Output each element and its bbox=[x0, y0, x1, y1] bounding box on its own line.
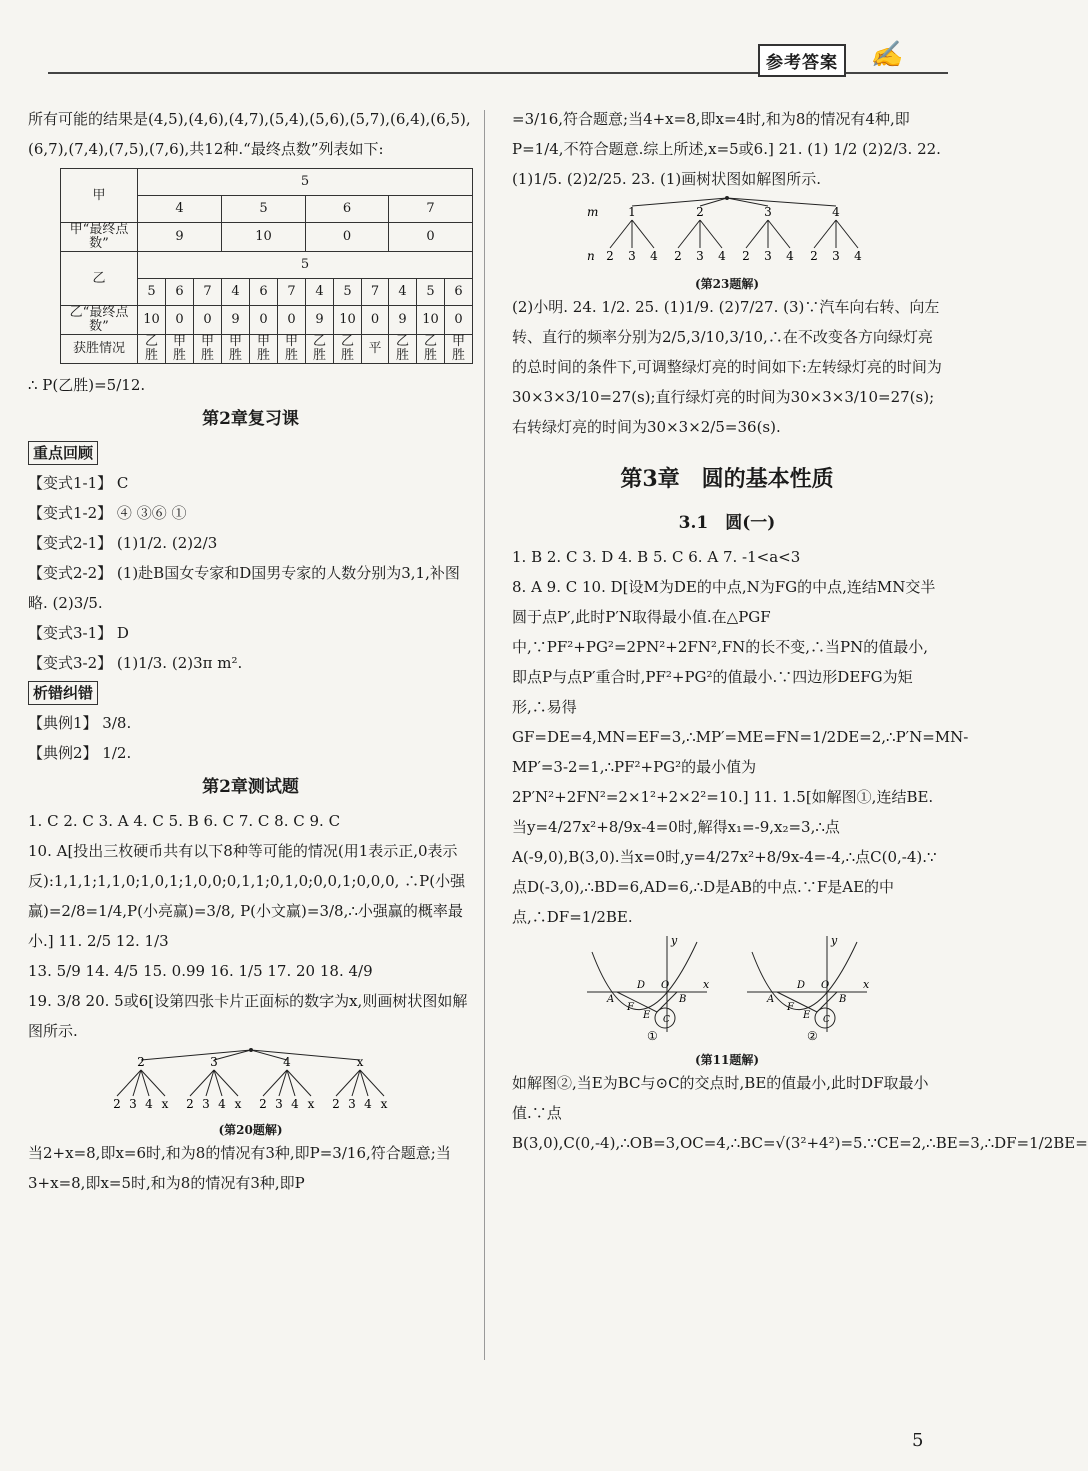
yi-final-label: 乙“最终点数” bbox=[61, 306, 138, 335]
label-c: C bbox=[663, 1015, 670, 1025]
win-cell: 甲胜 bbox=[445, 335, 473, 364]
yi-final: 0 bbox=[250, 306, 278, 335]
jia-final: 10 bbox=[222, 223, 306, 252]
tree-diagram-23 bbox=[577, 194, 877, 266]
figure-number: ② bbox=[807, 1029, 818, 1043]
variant-1-1: 【变式1-1】 C bbox=[28, 474, 129, 492]
label-a: A bbox=[767, 994, 775, 1005]
tree-node-bottom: 3 bbox=[832, 249, 840, 263]
win-cell: 平 bbox=[362, 335, 389, 364]
tree-diagram-20 bbox=[101, 1046, 401, 1112]
label-d: D bbox=[797, 980, 806, 991]
tree-edge bbox=[746, 220, 768, 248]
win-cell: 乙胜 bbox=[138, 335, 166, 364]
tree-node-bottom: 3 bbox=[347, 1097, 356, 1111]
yi-val: 6 bbox=[250, 279, 278, 306]
win-cell: 甲胜 bbox=[194, 335, 222, 364]
tree-node-top: 3 bbox=[764, 205, 772, 219]
points-table bbox=[60, 168, 473, 364]
label-d: D bbox=[637, 980, 646, 991]
yi-final: 10 bbox=[334, 306, 362, 335]
fig11-caption: (第11题解) bbox=[694, 1053, 760, 1067]
jia-final-label: 甲“最终点数” bbox=[61, 223, 138, 252]
tree-node-bottom: 4 bbox=[217, 1097, 226, 1111]
tree-edge bbox=[768, 220, 790, 248]
win-cell: 乙胜 bbox=[417, 335, 445, 364]
left-para-1: 所有可能的结果是(4,5),(4,6),(4,7),(5,4),(5,6),(5,7),(6,4),(6,5),(6,7),(7,4),(7,5),(7,6),共12种.“最终点数”列表如下: bbox=[28, 110, 471, 158]
yi-val: 7 bbox=[194, 279, 222, 306]
test-answers-2: 10. A[投出三枚硬币共有以下8种等可能的情况(用1表示正,0表示反):1,1,1;1,1,0;1,0,1;1,0,0;0,1,1;0,1,0;0,0,1;0,0,0, ∴P(小强赢)=2/8=1/4,P(小亮赢)=3/8, P(小文赢)=3/8,∴小强赢的概率最小.] 11. 2/5 12. 1/3 bbox=[28, 842, 466, 950]
test-answers-3: 13. 5/9 14. 4/5 15. 0.99 16. 1/5 17. 20 18. 4/9 bbox=[28, 962, 373, 980]
right-column bbox=[512, 104, 1088, 1158]
yi-final: 10 bbox=[417, 306, 445, 335]
label-b: B bbox=[839, 994, 847, 1005]
tree-node-bottom: 4 bbox=[290, 1097, 299, 1111]
label-e: E bbox=[643, 1010, 651, 1021]
jia-val: 7 bbox=[389, 196, 473, 223]
win-cell: 乙胜 bbox=[389, 335, 417, 364]
tree-edge bbox=[836, 220, 858, 248]
axis-label-y: y bbox=[831, 934, 838, 947]
jia-final: 9 bbox=[138, 223, 222, 252]
s31-answers-1: 1. B 2. C 3. D 4. B 5. C 6. A 7. -1<a<3 bbox=[512, 548, 801, 566]
fig20 bbox=[28, 1046, 473, 1138]
label-a: A bbox=[607, 994, 615, 1005]
fig23 bbox=[512, 194, 942, 292]
tree-edge bbox=[678, 220, 700, 248]
tree-node-bottom: 2 bbox=[810, 249, 818, 263]
figure-number: ① bbox=[647, 1029, 658, 1043]
review-title: 第2章复习课 bbox=[202, 409, 299, 429]
header-logo-icon: ✍ bbox=[870, 40, 903, 70]
fig11 bbox=[512, 932, 942, 1068]
tree-node-bottom: 3 bbox=[128, 1097, 137, 1111]
tree-node-bottom: 3 bbox=[274, 1097, 283, 1111]
variant-1-2: 【变式1-2】 ④ ③⑥ ① bbox=[28, 504, 187, 522]
tree-node-top: x bbox=[356, 1055, 363, 1069]
tree-level-n: n bbox=[587, 249, 595, 263]
tree-edge bbox=[727, 198, 836, 206]
tree-node-bottom: x bbox=[380, 1097, 387, 1111]
label-c: C bbox=[823, 1015, 830, 1025]
variant-2-1: 【变式2-1】 (1)1/2. (2)2/3 bbox=[28, 534, 218, 552]
label-f: F bbox=[787, 1002, 794, 1013]
yi-val: 5 bbox=[138, 279, 166, 306]
label-e: E bbox=[803, 1010, 811, 1021]
jia-final: 0 bbox=[306, 223, 389, 252]
tree-node-bottom: 2 bbox=[185, 1097, 194, 1111]
jia-label: 甲 bbox=[61, 169, 138, 223]
tree-node-bottom: x bbox=[307, 1097, 314, 1111]
yi-label: 乙 bbox=[61, 252, 138, 306]
win-cell: 甲胜 bbox=[250, 335, 278, 364]
jia-val: 4 bbox=[138, 196, 222, 223]
tree-node-bottom: 4 bbox=[786, 249, 794, 263]
yi-val: 5 bbox=[417, 279, 445, 306]
yi-final: 0 bbox=[362, 306, 389, 335]
win-cell: 甲胜 bbox=[166, 335, 194, 364]
axis-label-x: x bbox=[703, 978, 710, 991]
tree-edge bbox=[814, 220, 836, 248]
jia-top: 5 bbox=[138, 169, 473, 196]
yi-final: 0 bbox=[445, 306, 473, 335]
win-label: 获胜情况 bbox=[61, 335, 138, 364]
left-para-2: ∴ P(乙胜)=5/12. bbox=[28, 376, 146, 394]
yi-val: 7 bbox=[278, 279, 306, 306]
segments bbox=[777, 992, 837, 1012]
tree-node-top: 1 bbox=[628, 205, 636, 219]
variant-2-2: 【变式2-2】 (1)赴B国女专家和D国男专家的人数分别为3,1,补图略. (2)3/5. bbox=[28, 564, 460, 612]
win-cell: 甲胜 bbox=[222, 335, 250, 364]
tree-node-top: 2 bbox=[136, 1055, 145, 1069]
tag-error-analysis: 析错纠错 bbox=[28, 681, 98, 705]
jia-final: 0 bbox=[389, 223, 473, 252]
win-cell: 乙胜 bbox=[334, 335, 362, 364]
tree-node-top: 3 bbox=[209, 1055, 218, 1069]
axis-label-x: x bbox=[863, 978, 870, 991]
fig23-caption: (第23题解) bbox=[694, 277, 760, 291]
yi-final: 9 bbox=[306, 306, 334, 335]
tree-node-bottom: 3 bbox=[628, 249, 636, 263]
s31-answers-2: 8. A 9. C 10. D[设M为DE的中点,N为FG的中点,连结MN交半圆于点P′,此时P′N取得最小值.在△PGF中,∵PF²+PG²=2PN²+2FN²,FN的长不变,∴当PN的值最小,即点P与点P′重合时,PF²+PG²的值最小.∵四边形DEFG为矩形,∴易得GF=DE=4,MN=EF=3,∴MP′=ME=FN=1/2DE=2,∴P′N=MN-MP′=3-2=1,∴PF²+PG²的最小值为2P′N²+2FN²=2×1²+2×2²=10.] 11. 1.5[如解图①,连结BE.当y=4/27x²+8/9x-4=0时,解得x₁=-9,x₂=3,∴点A(-9,0),B(3,0).当x=0时,y=4/27x²+8/9x-4=-4,∴点C(0,-4).∵点D(-3,0),∴BD=6,AD=6,∴D是AB的中点.∵F是AE的中点,∴DF=1/2BE. bbox=[512, 578, 969, 926]
label-f: F bbox=[627, 1002, 634, 1013]
tree-node-bottom: 2 bbox=[674, 249, 682, 263]
page-number: 5 bbox=[912, 1430, 924, 1451]
example-2: 【典例2】 1/2. bbox=[28, 744, 132, 762]
tree-edge bbox=[610, 220, 632, 248]
tree-node-bottom: 2 bbox=[331, 1097, 340, 1111]
yi-val: 7 bbox=[362, 279, 389, 306]
variant-3-2: 【变式3-2】 (1)1/3. (2)3π m². bbox=[28, 654, 243, 672]
yi-val: 5 bbox=[334, 279, 362, 306]
section-3-1-title: 3.1 圆(一) bbox=[678, 513, 776, 533]
tree-node-bottom: x bbox=[161, 1097, 168, 1111]
test-answers-1: 1. C 2. C 3. A 4. C 5. B 6. C 7. C 8. C 9. C bbox=[28, 812, 341, 830]
segments bbox=[617, 992, 677, 1012]
tree-node-bottom: 4 bbox=[718, 249, 726, 263]
win-cell: 乙胜 bbox=[306, 335, 334, 364]
yi-val: 6 bbox=[166, 279, 194, 306]
left-column bbox=[28, 104, 473, 1198]
right-para-1: =3/16,符合题意;当4+x=8,即x=4时,和为8的情况有4种,即P=1/4,不符合题意.综上所述,x=5或6.] 21. (1) 1/2 (2)2/3. 22. (1)1/5. (2)2/25. 23. (1)画树状图如解图所示. bbox=[512, 110, 941, 188]
yi-val: 4 bbox=[222, 279, 250, 306]
tag-key-review: 重点回顾 bbox=[28, 441, 98, 465]
yi-final: 9 bbox=[389, 306, 417, 335]
test-answers-4: 19. 3/8 20. 5或6[设第四张卡片正面标的数字为x,则画树状图如解图所示. bbox=[28, 992, 468, 1040]
tree-edge bbox=[141, 1050, 251, 1060]
tree-level-m: m bbox=[587, 205, 599, 219]
tree-node-bottom: 4 bbox=[854, 249, 862, 263]
header-title: 参考答案 bbox=[758, 44, 846, 77]
tree-node-bottom: x bbox=[234, 1097, 241, 1111]
fig20-caption: (第20题解) bbox=[218, 1123, 283, 1137]
tree-node-top: 4 bbox=[832, 205, 840, 219]
yi-final: 9 bbox=[222, 306, 250, 335]
tree-node-bottom: 2 bbox=[742, 249, 750, 263]
yi-final: 0 bbox=[194, 306, 222, 335]
tree-node-bottom: 2 bbox=[112, 1097, 121, 1111]
test-title: 第2章测试题 bbox=[202, 777, 299, 797]
tree-node-bottom: 2 bbox=[606, 249, 614, 263]
tree-node-bottom: 3 bbox=[764, 249, 772, 263]
label-b: B bbox=[679, 994, 687, 1005]
parabola-figures-11 bbox=[577, 932, 877, 1042]
label-o: O bbox=[661, 980, 670, 991]
axis-label-y: y bbox=[671, 934, 678, 947]
yi-final: 0 bbox=[278, 306, 306, 335]
tree-node-top: 2 bbox=[696, 205, 704, 219]
example-1: 【典例1】 3/8. bbox=[28, 714, 132, 732]
right-para-2: (2)小明. 24. 1/2. 25. (1)1/9. (2)7/27. (3)∵汽车向右转、向左转、直行的频率分别为2/5,3/10,3/10,∴在不改变各方向绿灯亮的总时间的条件下,可调整绿灯亮的时间如下:左转绿灯亮的时间为30×3×3/10=27(s);直行绿灯亮的时间为30×3×3/10=27(s);右转绿灯亮的时间为30×3×2/5=36(s). bbox=[512, 298, 942, 436]
yi-val: 6 bbox=[445, 279, 473, 306]
yi-final: 10 bbox=[138, 306, 166, 335]
jia-val: 6 bbox=[306, 196, 389, 223]
yi-final: 0 bbox=[166, 306, 194, 335]
jia-val: 5 bbox=[222, 196, 306, 223]
tree-node-top: 4 bbox=[282, 1055, 291, 1069]
column-divider bbox=[484, 110, 485, 1360]
tree-node-bottom: 3 bbox=[696, 249, 704, 263]
tree-edge bbox=[632, 220, 654, 248]
variant-3-1: 【变式3-1】 D bbox=[28, 624, 129, 642]
yi-val: 4 bbox=[306, 279, 334, 306]
tree-node-bottom: 3 bbox=[201, 1097, 210, 1111]
tree-node-bottom: 4 bbox=[363, 1097, 372, 1111]
right-para-3: 如解图②,当E为BC与⊙C的交点时,BE的值最小,此时DF取最小值.∵点B(3,0),C(0,-4),∴OB=3,OC=4,∴BC=√(3²+4²)=5.∵CE=2,∴BE=3,∴DF=1/2BE= bbox=[512, 1074, 1088, 1152]
tree-node-bottom: 4 bbox=[650, 249, 658, 263]
tree-edge bbox=[700, 220, 722, 248]
yi-val: 4 bbox=[389, 279, 417, 306]
win-cell: 甲胜 bbox=[278, 335, 306, 364]
tree-node-bottom: 4 bbox=[144, 1097, 153, 1111]
yi-top: 5 bbox=[138, 252, 473, 279]
label-o: O bbox=[821, 980, 830, 991]
chapter3-title: 第3章 圆的基本性质 bbox=[620, 466, 834, 492]
tree-node-bottom: 2 bbox=[258, 1097, 267, 1111]
left-para-3: 当2+x=8,即x=6时,和为8的情况有3种,即P=3/16,符合题意;当3+x=8,即x=5时,和为8的情况有3种,即P bbox=[28, 1144, 451, 1192]
